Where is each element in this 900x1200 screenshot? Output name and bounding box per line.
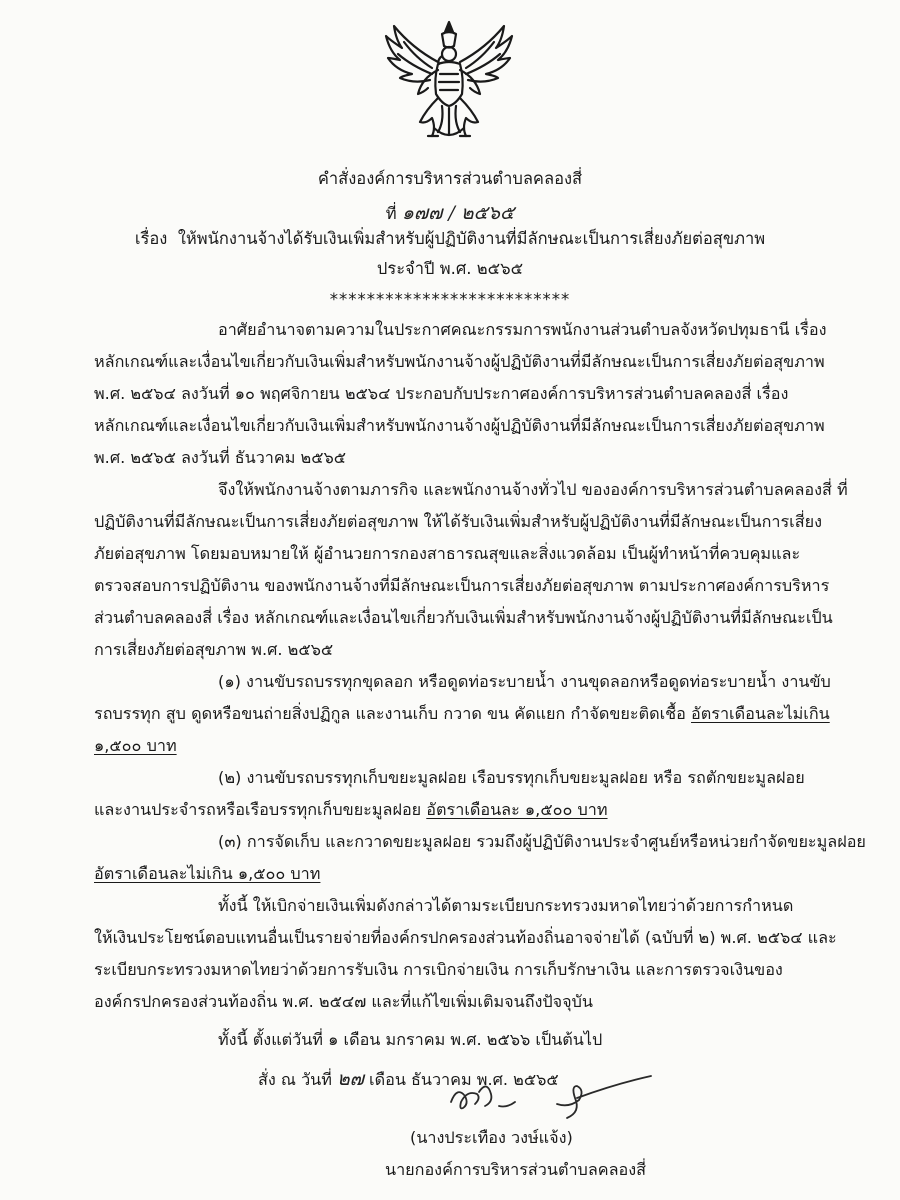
item-2-line — [94, 800, 608, 819]
paragraph-2-line: ส่วนตำบลคลองสี่ เรื่อง หลักเกณฑ์และเงื่อนไขเกี่ยวกับเงินเพิ่มสำหรับพนักงานจ้างผู้ปฏิบัติงานที่มีลักษณะเป็น — [94, 608, 833, 627]
document-subject-line2: ประจำปี พ.ศ. ๒๕๖๕ — [376, 259, 524, 278]
item-1-text: รถบรรทุก สูบ ดูดหรือขนถ่ายสิ่งปฏิกูล และงานเก็บ กวาด ขน คัดแยก กำจัดขยะติดเชื้อ — [94, 704, 692, 723]
paragraph-3-line: องค์กรปกครองส่วนท้องถิ่น พ.ศ. ๒๕๔๗ และที่แก้ไขเพิ่มเติมจนถึงปัจจุบัน — [94, 992, 593, 1011]
paragraph-1-line: หลักเกณฑ์และเงื่อนไขเกี่ยวกับเงินเพิ่มสำหรับพนักงานจ้างผู้ปฏิบัติงานที่มีลักษณะเป็นการเสี่ยงภัยต่อสุขภาพ — [94, 352, 825, 371]
item-2-rate: อัตราเดือนละ ๑,๕๐๐ บาท — [426, 800, 608, 819]
paragraph-2-line: การเสี่ยงภัยต่อสุขภาพ พ.ศ. ๒๕๖๕ — [94, 640, 334, 659]
item-1-line — [94, 704, 830, 723]
paragraph-1-line: หลักเกณฑ์และเงื่อนไขเกี่ยวกับเงินเพิ่มสำหรับพนักงานจ้างผู้ปฏิบัติงานที่มีลักษณะเป็นการเสี่ยงภัยต่อสุขภาพ — [94, 416, 825, 435]
paragraph-2-line: ตรวจสอบการปฏิบัติงาน ของพนักงานจ้างที่มีลักษณะเป็นการเสี่ยงภัยต่อสุขภาพ ตามประกาศองค์การบริหาร — [94, 576, 830, 595]
document-title: คำสั่งองค์การบริหารส่วนตำบลคลองสี่ — [317, 169, 583, 188]
order-date-day: ๒๗ — [337, 1068, 364, 1090]
item-1-rate-amount: ๑,๕๐๐ บาท — [94, 736, 177, 755]
item-1-rate: อัตราเดือนละไม่เกิน — [691, 704, 830, 723]
signatory-name: (นางประเทือง วงษ์แจ้ง) — [410, 1128, 573, 1147]
item-3-line: (๓) การจัดเก็บ และกวาดขยะมูลฝอย รวมถึงผู้ปฏิบัติงานประจำศูนย์หรือหน่วยกำจัดขยะมูลฝอย — [218, 832, 866, 851]
item-1-line: (๑) งานขับรถบรรทุกขุดลอก หรือดูดท่อระบายน้ำ งานขุดลอกหรือดูดท่อระบายน้ำ งานขับ — [218, 672, 831, 691]
paragraph-1-line: พ.ศ. ๒๕๖๔ ลงวันที่ ๑๐ พฤศจิกายน ๒๕๖๔ ประกอบกับประกาศองค์การบริหารส่วนตำบลคลองสี่ เรื่อง — [94, 384, 789, 403]
paragraph-2-line: ปฏิบัติงานที่มีลักษณะเป็นการเสี่ยงภัยต่อสุขภาพ ให้ได้รับเงินเพิ่มสำหรับผู้ปฏิบัติงานที่มีลักษณะเป็นการเสี่ยง — [94, 512, 822, 531]
paragraph-3-line: ระเบียบกระทรวงมหาดไทยว่าด้วยการรับเงิน การเบิกจ่ายเงิน การเก็บรักษาเงิน และการตรวจเงินของ — [94, 960, 783, 979]
paragraph-2-line: จึงให้พนักงานจ้างตามภารกิจ และพนักงานจ้างทั่วไป ขององค์การบริหารส่วนตำบลคลองสี่ ที่ — [218, 480, 848, 499]
item-2-line: (๒) งานขับรถบรรทุกเก็บขยะมูลฝอย เรือบรรทุกเก็บขยะมูลฝอย หรือ รถตักขยะมูลฝอย — [218, 768, 805, 787]
document-number — [0, 198, 900, 228]
garuda-emblem-icon — [382, 18, 517, 146]
order-date-prefix: สั่ง ณ วันที่ — [258, 1070, 332, 1089]
paragraph-3-line: ทั้งนี้ ให้เบิกจ่ายเงินเพิ่มดังกล่าวได้ตามระเบียบกระทรวงมหาดไทยว่าด้วยการกำหนด — [218, 896, 794, 915]
item-2-text: และงานประจำรถหรือเรือบรรทุกเก็บขยะมูลฝอย — [94, 800, 427, 819]
separator: ************************** — [329, 290, 571, 309]
paragraph-2-line: ภัยต่อสุขภาพ โดยมอบหมายให้ ผู้อำนวยการกองสาธารณสุขและสิ่งแวดล้อม เป็นผู้ทำหน้าที่ควบคุมและ — [94, 544, 801, 563]
order-date-suffix: เดือน ธันวาคม พ.ศ. ๒๕๖๕ — [369, 1070, 559, 1089]
subject-text: ให้พนักงานจ้างได้รับเงินเพิ่มสำหรับผู้ปฏิบัติงานที่มีลักษณะเป็นการเสี่ยงภัยต่อสุขภาพ — [177, 229, 766, 248]
effective-date: ทั้งนี้ ตั้งแต่วันที่ ๑ เดือน มกราคม พ.ศ. ๒๕๖๖ เป็นต้นไป — [218, 1030, 603, 1049]
handwritten-signature — [445, 1072, 655, 1122]
paragraph-1-line: อาศัยอำนาจตามความในประกาศคณะกรรมการพนักงานส่วนตำบลจังหวัดปทุมธานี เรื่อง — [218, 320, 827, 339]
paragraph-1-line: พ.ศ. ๒๕๖๕ ลงวันที่ ธันวาคม ๒๕๖๕ — [94, 448, 346, 467]
document-number-prefix: ที่ — [385, 204, 397, 223]
document-subject — [0, 226, 900, 252]
subject-prefix: เรื่อง — [134, 229, 168, 248]
item-3-rate: อัตราเดือนละไม่เกิน ๑,๕๐๐ บาท — [94, 864, 321, 883]
paragraph-3-line: ให้เงินประโยชน์ตอบแทนอื่นเป็นรายจ่ายที่องค์กรปกครองส่วนท้องถิ่นอาจจ่ายได้ (ฉบับที่ ๒) พ.ศ. ๒๕๖๔ และ — [94, 928, 837, 947]
document-number-value: ๑๗๗ / ๒๕๖๕ — [401, 202, 515, 224]
signatory-position: นายกองค์การบริหารส่วนตำบลคลองสี่ — [385, 1160, 646, 1179]
